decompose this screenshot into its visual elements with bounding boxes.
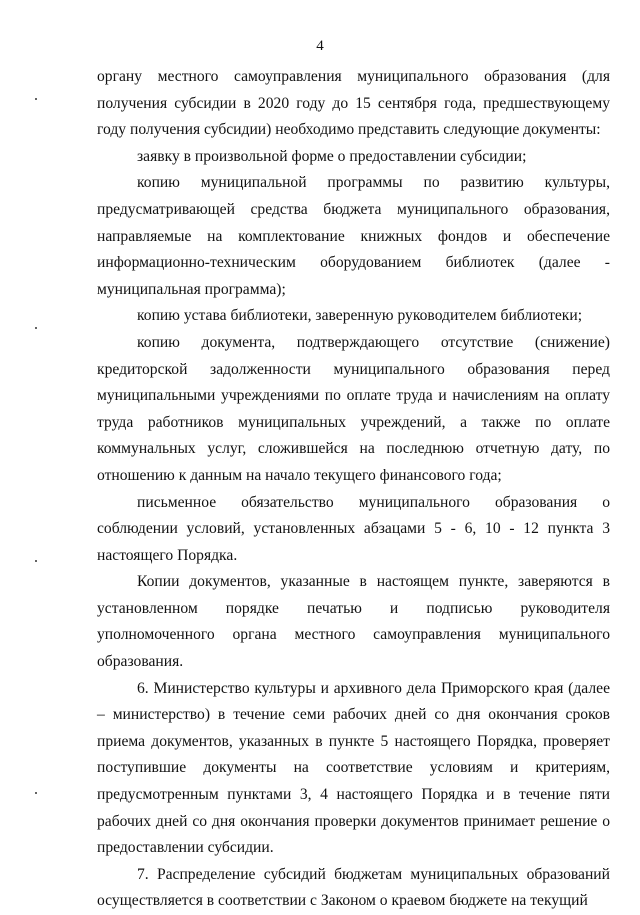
paragraph: копию муниципальной программы по развитию культуры, предусматривающей средства бюджета муниципального образования, направляемые на комплектование книжных фондов и обеспечение информационно-техническим оборудованием библиотек (далее - муниципальная программа); xyxy=(97,174,610,298)
paragraph: органу местного самоуправления муниципального образования (для получения субсидии в 2020 году до 15 сентября года, предшествующему году получения субсидии) необходимо представить следующие документы: xyxy=(97,68,610,139)
paragraph: Копии документов, указанные в настоящем пункте, заверяются в установленном порядке печатью и подписью руководителя уполномоченного органа местного самоуправления муниципального образования. xyxy=(97,573,610,671)
paragraph: копию устава библиотеки, заверенную руководителем библиотеки; xyxy=(137,307,583,325)
scan-margin-mark xyxy=(35,98,37,100)
scan-margin-mark xyxy=(35,792,37,794)
paragraph: заявку в произвольной форме о предоставлении субсидии; xyxy=(137,147,527,165)
page-number: 4 xyxy=(316,38,324,54)
document-body xyxy=(97,64,610,915)
paragraph: письменное обязательство муниципального образования о соблюдении условий, установленных абзацами 5 - 6, 10 - 12 пункта 3 настоящего Порядка. xyxy=(97,493,610,564)
scan-margin-mark xyxy=(35,327,37,329)
paragraph: 7. Распределение субсидий бюджетам муниципальных образований осуществляется в соответствии с Законом о краевом бюджете на текущий xyxy=(97,865,610,910)
scan-margin-mark xyxy=(35,560,37,562)
paragraph: 6. Министерство культуры и архивного дела Приморского края (далее – министерство) в течение семи рабочих дней со дня окончания сроков приема документов, указанных в пункте 5 настоящего Порядка, проверяет поступившие документы на соответствие условиям и критериям, предусмотренным пунктами 3, 4 настоящего Порядка и в течение пяти рабочих дней со дня окончания проверки документов принимает решение о предоставлении субсидии. xyxy=(97,679,610,857)
paragraph: копию документа, подтверждающего отсутствие (снижение) кредиторской задолженности муниципального образования перед муниципальными учреждениями по оплате труда и начислениям на оплату труда работников муниципальных учреждений, а также по оплате коммунальных услуг, сложившейся на последнюю отчетную дату, по отношению к данным на начало текущего финансового года; xyxy=(97,333,610,484)
